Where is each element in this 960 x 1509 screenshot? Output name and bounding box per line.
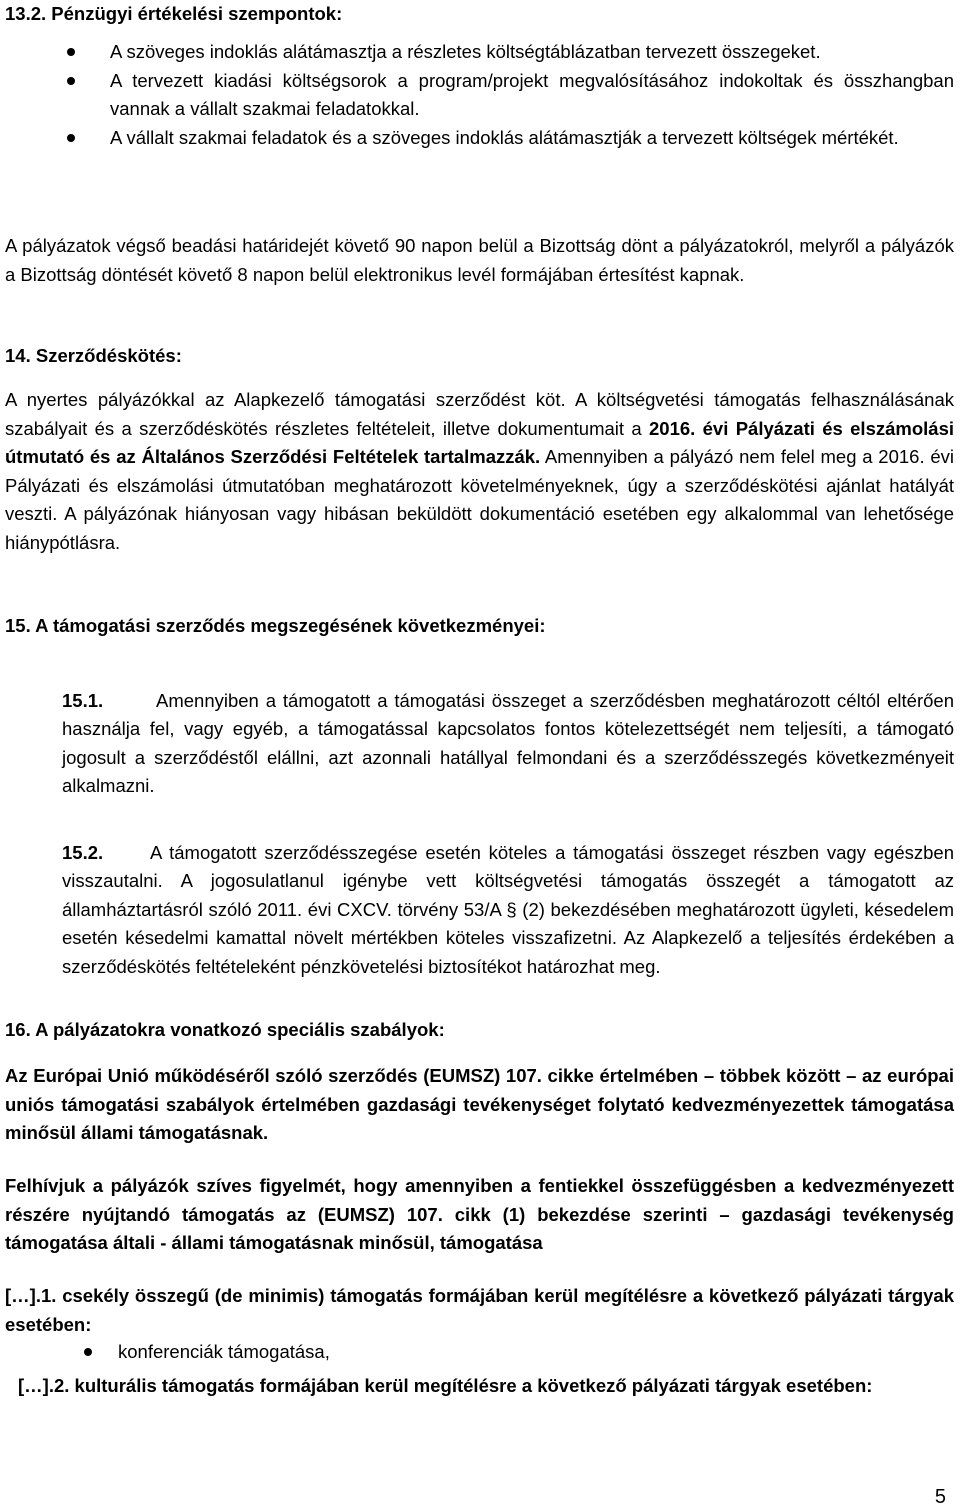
bullet-dot-icon [84,1348,92,1356]
page-number: 5 [934,1486,946,1508]
bullet-text: konferenciák támogatása, [118,1341,330,1362]
paragraph-14 [5,386,954,557]
bullet-dot-icon [67,134,75,142]
heading-15: 15. A támogatási szerződés megszegésének következményei: [5,615,546,636]
item-15-2-text-b: (2) bekezdésében meghatározott ügyleti, késedelem esetén késedelmi kamattal növelt mértékben köteles visszafizetni. Az Alapkezelő a teljesítés érdekében a szerződéskötés feltételeként pénzkövetelési biztosítékot határozhat meg. [62,898,954,977]
list-item [0,67,954,124]
bullet-text: A tervezett kiadási költségsorok a program/projekt megvalósításához indokoltak és összhangban vannak a vállalt szakmai feladatokkal. [110,69,954,119]
bullet-text: A vállalt szakmai feladatok és a szöveges indoklás alátámasztják a tervezett költségek mértékét. [110,126,899,148]
bullet-text: A szöveges indoklás alátámasztja a részletes költségtáblázatban tervezett összegeket. [110,41,821,62]
paragraph-decision: A pályázatok végső beadási határidejét követő 90 napon belül a Bizottság dönt a pályázatokról, melyről a pályázók a Bizottság döntését követő 8 napon belül elektronikus levél formájában értesítést kapnak. [5,235,954,285]
list-item [0,38,954,67]
bullet-dot-icon [67,48,75,56]
paragraph-16-a: Az Európai Unió működéséről szóló szerződés (EUMSZ) 107. cikke értelmében – többek között – az európai uniós támogatási szabályok értelmében gazdasági tevékenységet folytató kedvezményezettek támogatása minősül állami támogatásnak. [5,1065,954,1143]
item-15-1-label: 15.1. [62,689,104,711]
item-15-2-label: 15.2. [62,841,104,863]
paragraph-16-c: […].1. csekély összegű (de minimis) támogatás formájában kerül megítélésre a következő pályázati tárgyak esetében: [5,1285,954,1335]
paragraph-16-d: […].2. kulturális támogatás formájában kerül megítélésre a következő pályázati tárgyak esetében: [18,1375,873,1396]
paragraph-14-bold: 2016. évi Pályázati és elszámolási útmutató és az Általános Szerződési Feltételek tartalmazzák. [5,417,955,467]
heading-14: 14. Szerződéskötés: [5,345,182,366]
heading-16: 16. A pályázatokra vonatkozó speciális szabályok: [5,1019,445,1040]
heading-13-2: 13.2. Pénzügyi értékelési szempontok: [5,3,343,24]
item-15-2-text-a: A támogatott szerződésszegése esetén köteles a támogatási összeget részben vagy egészben visszautalni. A jogosulatlanul igénybe vett költségvetési támogatás összegét a támogatott az államháztartásról szóló 2011. évi CXCV. törvény 53/A [62,841,954,920]
list-item [0,1338,954,1367]
paragraph-16-b: Felhívjuk a pályázók szíves figyelmét, hogy amennyiben a fentiekkel összefüggésben a kedvezményezett részére nyújtandó támogatás az (EUMSZ) 107. cikk (1) bekezdése szerinti – gazdasági tevékenység támogatása általi - állami támogatásnak minősül, támogatása [5,1175,954,1253]
item-15-2 [62,839,954,982]
bullet-list-16 [0,1338,954,1367]
paragraph-14-text-b: Amennyiben a pályázó nem felel meg a 2016. évi Pályázati és elszámolási útmutatóban meghatározott követelményeknek, úgy a szerződéskötési ajánlat hatályát veszti. A pályázónak hiányosan vagy hibásan beküldött dokumentáció esetében egy alkalommal van lehetősége hiánypótlásra. [5,446,954,553]
list-item [0,124,954,153]
item-15-1 [62,687,954,801]
bullet-list-13-2 [0,38,954,152]
item-15-1-text: Amennyiben a támogatott a támogatási összeget a szerződésben meghatározott céltól eltérően használja fel, vagy egyéb, a támogatással kapcsolatos fontos kötelezettségét nem teljesíti, a támogató jogosult a szerződéstől elállni, azt azonnali hatállyal felmondani és a szerződésszegés következményeit alkalmazni. [62,689,954,796]
bullet-dot-icon [67,77,75,85]
paragraph-14-text-a: A nyertes pályázókkal az Alapkezelő támogatási szerződést köt. A költségvetési támogatás felhasználásának szabályait és a szerződéskötés részletes feltételeit, illetve dokumentumait a [5,389,954,439]
section-sign: § [506,898,517,920]
